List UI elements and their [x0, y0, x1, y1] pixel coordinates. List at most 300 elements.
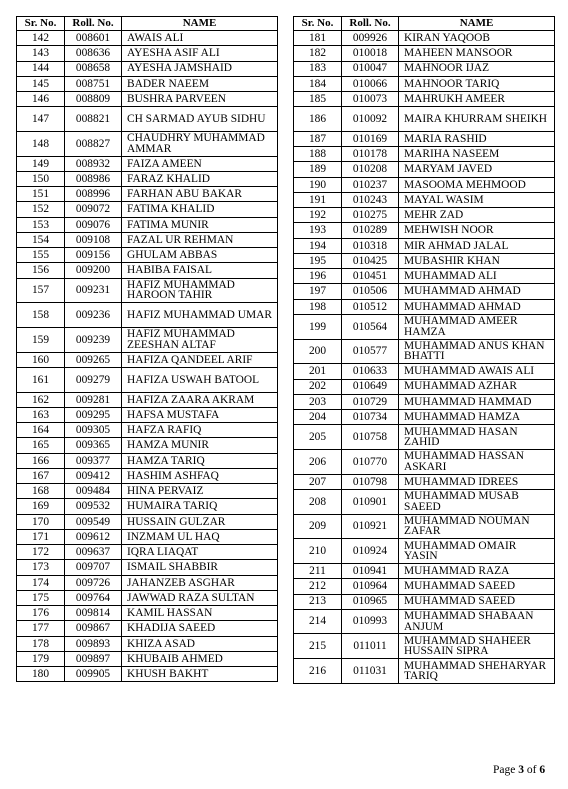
- cell-roll-no: 009867: [65, 621, 122, 636]
- table-row: [17, 187, 278, 202]
- cell-roll-no: 010924: [342, 539, 399, 564]
- table-row: [17, 560, 278, 575]
- cell-sr-no: 214: [294, 609, 342, 634]
- table-row: [294, 489, 555, 514]
- table-row: [17, 202, 278, 217]
- cell-sr-no: 199: [294, 314, 342, 339]
- cell-name: MAIRA KHURRAM SHEIKH: [399, 107, 555, 132]
- cell-name: FAZAL UR REHMAN: [122, 232, 278, 247]
- cell-sr-no: 182: [294, 46, 342, 61]
- cell-name: MARIHA NASEEM: [399, 147, 555, 162]
- cell-sr-no: 174: [17, 575, 65, 590]
- cell-sr-no: 151: [17, 187, 65, 202]
- cell-sr-no: 167: [17, 468, 65, 483]
- cell-name: IQRA LIAQAT: [122, 545, 278, 560]
- cell-roll-no: 010734: [342, 410, 399, 425]
- cell-roll-no: 009926: [342, 31, 399, 46]
- cell-sr-no: 186: [294, 107, 342, 132]
- cell-name: FATIMA KHALID: [122, 202, 278, 217]
- cell-sr-no: 177: [17, 621, 65, 636]
- cell-roll-no: 010506: [342, 284, 399, 299]
- table-row: [294, 634, 555, 659]
- cell-sr-no: 210: [294, 539, 342, 564]
- cell-sr-no: 208: [294, 489, 342, 514]
- table-row: [294, 192, 555, 207]
- header-sr-no: Sr. No.: [294, 17, 342, 31]
- cell-sr-no: 189: [294, 162, 342, 177]
- table-row: [17, 606, 278, 621]
- cell-sr-no: 144: [17, 61, 65, 76]
- cell-name: KHUSH BAKHT: [122, 667, 278, 682]
- cell-roll-no: 010178: [342, 147, 399, 162]
- table-row: [294, 539, 555, 564]
- table-row: [294, 92, 555, 107]
- cell-sr-no: 164: [17, 423, 65, 438]
- cell-roll-no: 010092: [342, 107, 399, 132]
- cell-roll-no: 010964: [342, 579, 399, 594]
- cell-roll-no: 009305: [65, 423, 122, 438]
- cell-roll-no: 009377: [65, 453, 122, 468]
- cell-sr-no: 205: [294, 425, 342, 450]
- cell-sr-no: 158: [17, 303, 65, 328]
- cell-name: MUHAMMAD AMEER HAMZA: [399, 314, 555, 339]
- cell-sr-no: 207: [294, 474, 342, 489]
- cell-sr-no: 213: [294, 594, 342, 609]
- table-row: [17, 92, 278, 107]
- cell-sr-no: 157: [17, 278, 65, 303]
- cell-roll-no: 010564: [342, 314, 399, 339]
- cell-roll-no: 010729: [342, 394, 399, 409]
- table-row: [17, 636, 278, 651]
- cell-name: MIR AHMAD JALAL: [399, 238, 555, 253]
- table-row: [294, 314, 555, 339]
- table-row: [294, 364, 555, 379]
- table-row: [17, 514, 278, 529]
- cell-roll-no: 008636: [65, 46, 122, 61]
- cell-roll-no: 009897: [65, 651, 122, 666]
- cell-name: MUHAMMAD NOUMAN ZAFAR: [399, 514, 555, 539]
- cell-name: MUHAMMAD IDREES: [399, 474, 555, 489]
- cell-roll-no: 009707: [65, 560, 122, 575]
- cell-roll-no: 010425: [342, 253, 399, 268]
- table-row: [294, 177, 555, 192]
- cell-sr-no: 191: [294, 192, 342, 207]
- cell-roll-no: 008751: [65, 76, 122, 91]
- table-row: [294, 223, 555, 238]
- cell-roll-no: 010208: [342, 162, 399, 177]
- table-row: [17, 61, 278, 76]
- table-row: [294, 339, 555, 364]
- table-row: [294, 594, 555, 609]
- cell-name: HAMZA MUNIR: [122, 438, 278, 453]
- cell-roll-no: 009239: [65, 328, 122, 353]
- table-row: [294, 238, 555, 253]
- cell-name: MUHAMMAD OMAIR YASIN: [399, 539, 555, 564]
- cell-roll-no: 009905: [65, 667, 122, 682]
- table-row: [294, 474, 555, 489]
- cell-name: INZMAM UL HAQ: [122, 529, 278, 544]
- cell-roll-no: 008809: [65, 92, 122, 107]
- cell-sr-no: 209: [294, 514, 342, 539]
- cell-name: FATIMA MUNIR: [122, 217, 278, 232]
- page-number: [493, 764, 545, 776]
- table-row: [294, 162, 555, 177]
- table-header-row: [17, 17, 278, 31]
- cell-name: MASOOMA MEHMOOD: [399, 177, 555, 192]
- cell-name: ISMAIL SHABBIR: [122, 560, 278, 575]
- cell-name: HAMZA TARIQ: [122, 453, 278, 468]
- cell-sr-no: 154: [17, 232, 65, 247]
- cell-roll-no: 010941: [342, 564, 399, 579]
- table-row: [294, 450, 555, 475]
- cell-sr-no: 161: [17, 367, 65, 392]
- page-current: 3: [518, 764, 524, 776]
- table-row: [17, 76, 278, 91]
- cell-roll-no: 010169: [342, 131, 399, 146]
- cell-roll-no: 009814: [65, 606, 122, 621]
- table-row: [294, 61, 555, 76]
- table-row: [294, 564, 555, 579]
- table-row: [294, 147, 555, 162]
- table-row: [17, 667, 278, 682]
- table-row: [17, 621, 278, 636]
- cell-name: MARIA RASHID: [399, 131, 555, 146]
- table-row: [17, 131, 278, 156]
- table-row: [17, 468, 278, 483]
- cell-sr-no: 153: [17, 217, 65, 232]
- cell-name: HUMAIRA TARIQ: [122, 499, 278, 514]
- cell-name: BADER NAEEM: [122, 76, 278, 91]
- cell-sr-no: 181: [294, 31, 342, 46]
- table-row: [17, 303, 278, 328]
- cell-sr-no: 155: [17, 248, 65, 263]
- cell-sr-no: 175: [17, 590, 65, 605]
- cell-roll-no: 009637: [65, 545, 122, 560]
- cell-sr-no: 206: [294, 450, 342, 475]
- cell-name: HAFIZ MUHAMMAD ZEESHAN ALTAF: [122, 328, 278, 353]
- table-row: [294, 208, 555, 223]
- table-row: [17, 438, 278, 453]
- cell-sr-no: 183: [294, 61, 342, 76]
- table-body-right: [294, 31, 555, 684]
- cell-roll-no: 008658: [65, 61, 122, 76]
- cell-sr-no: 184: [294, 76, 342, 91]
- cell-roll-no: 009156: [65, 248, 122, 263]
- table-row: [17, 407, 278, 422]
- cell-sr-no: 203: [294, 394, 342, 409]
- cell-sr-no: 147: [17, 107, 65, 132]
- cell-sr-no: 216: [294, 659, 342, 684]
- cell-roll-no: 008932: [65, 156, 122, 171]
- cell-roll-no: 009108: [65, 232, 122, 247]
- table-row: [17, 263, 278, 278]
- cell-name: KHADIJA SAEED: [122, 621, 278, 636]
- cell-name: MARYAM JAVED: [399, 162, 555, 177]
- cell-name: MUHAMMAD SHAHEER HUSSAIN SIPRA: [399, 634, 555, 659]
- cell-name: MUHAMMAD ALI: [399, 269, 555, 284]
- cell-name: KIRAN YAQOOB: [399, 31, 555, 46]
- table-row: [17, 545, 278, 560]
- cell-roll-no: 009532: [65, 499, 122, 514]
- table-row: [17, 392, 278, 407]
- cell-sr-no: 143: [17, 46, 65, 61]
- table-row: [294, 609, 555, 634]
- cell-roll-no: 009279: [65, 367, 122, 392]
- table-row: [17, 156, 278, 171]
- cell-name: BUSHRA PARVEEN: [122, 92, 278, 107]
- cell-sr-no: 172: [17, 545, 65, 560]
- table-row: [294, 379, 555, 394]
- cell-sr-no: 201: [294, 364, 342, 379]
- cell-sr-no: 152: [17, 202, 65, 217]
- cell-name: MAHRUKH AMEER: [399, 92, 555, 107]
- table-row: [294, 514, 555, 539]
- cell-roll-no: 009231: [65, 278, 122, 303]
- cell-sr-no: 197: [294, 284, 342, 299]
- cell-sr-no: 176: [17, 606, 65, 621]
- table-row: [17, 31, 278, 46]
- cell-sr-no: 187: [294, 131, 342, 146]
- cell-sr-no: 171: [17, 529, 65, 544]
- table-row: [294, 131, 555, 146]
- cell-sr-no: 148: [17, 131, 65, 156]
- cell-sr-no: 195: [294, 253, 342, 268]
- cell-name: KAMIL HASSAN: [122, 606, 278, 621]
- cell-roll-no: 010633: [342, 364, 399, 379]
- table-row: [294, 299, 555, 314]
- cell-sr-no: 162: [17, 392, 65, 407]
- cell-roll-no: 009072: [65, 202, 122, 217]
- cell-name: HAFIZA QANDEEL ARIF: [122, 352, 278, 367]
- table-row: [17, 232, 278, 247]
- table-body-left: [17, 31, 278, 682]
- cell-name: CHAUDHRY MUHAMMAD AMMAR: [122, 131, 278, 156]
- cell-roll-no: 008821: [65, 107, 122, 132]
- cell-name: HAFSA MUSTAFA: [122, 407, 278, 422]
- cell-sr-no: 168: [17, 484, 65, 499]
- cell-sr-no: 202: [294, 379, 342, 394]
- cell-roll-no: 010243: [342, 192, 399, 207]
- cell-roll-no: 010758: [342, 425, 399, 450]
- page-label: Page: [493, 764, 519, 776]
- cell-name: MUBASHIR KHAN: [399, 253, 555, 268]
- cell-sr-no: 145: [17, 76, 65, 91]
- cell-name: HAFZA RAFIQ: [122, 423, 278, 438]
- cell-name: MUHAMMAD HASSAN ASKARI: [399, 450, 555, 475]
- table-row: [294, 269, 555, 284]
- cell-name: HAFIZA USWAH BATOOL: [122, 367, 278, 392]
- table-row: [17, 590, 278, 605]
- table-row: [17, 484, 278, 499]
- cell-sr-no: 169: [17, 499, 65, 514]
- cell-roll-no: 009265: [65, 352, 122, 367]
- table-row: [17, 367, 278, 392]
- cell-name: FARHAN ABU BAKAR: [122, 187, 278, 202]
- cell-sr-no: 156: [17, 263, 65, 278]
- cell-sr-no: 204: [294, 410, 342, 425]
- cell-name: AYESHA ASIF ALI: [122, 46, 278, 61]
- cell-name: JAWWAD RAZA SULTAN: [122, 590, 278, 605]
- table-row: [17, 453, 278, 468]
- cell-name: HAFIZ MUHAMMAD HAROON TAHIR: [122, 278, 278, 303]
- cell-sr-no: 194: [294, 238, 342, 253]
- table-row: [294, 76, 555, 91]
- cell-sr-no: 149: [17, 156, 65, 171]
- cell-sr-no: 173: [17, 560, 65, 575]
- cell-sr-no: 192: [294, 208, 342, 223]
- cell-roll-no: 010451: [342, 269, 399, 284]
- cell-roll-no: 010018: [342, 46, 399, 61]
- cell-name: CH SARMAD AYUB SIDHU: [122, 107, 278, 132]
- cell-name: FAIZA AMEEN: [122, 156, 278, 171]
- cell-sr-no: 179: [17, 651, 65, 666]
- cell-sr-no: 190: [294, 177, 342, 192]
- cell-name: MUHAMMAD SHABAAN ANJUM: [399, 609, 555, 634]
- table-row: [17, 423, 278, 438]
- student-table-right: [293, 16, 555, 684]
- cell-roll-no: 010649: [342, 379, 399, 394]
- table-header-row: [294, 17, 555, 31]
- cell-name: MEHR ZAD: [399, 208, 555, 223]
- cell-name: KHUBAIB AHMED: [122, 651, 278, 666]
- cell-sr-no: 163: [17, 407, 65, 422]
- table-row: [17, 46, 278, 61]
- cell-roll-no: 010073: [342, 92, 399, 107]
- table-row: [17, 499, 278, 514]
- header-roll-no: Roll. No.: [65, 17, 122, 31]
- cell-roll-no: 009200: [65, 263, 122, 278]
- cell-name: MUHAMMAD SHEHARYAR TARIQ: [399, 659, 555, 684]
- cell-name: MAHNOOR IJAZ: [399, 61, 555, 76]
- cell-name: MUHAMMAD AHMAD: [399, 284, 555, 299]
- table-row: [17, 529, 278, 544]
- table-row: [17, 352, 278, 367]
- cell-name: MAYAL WASIM: [399, 192, 555, 207]
- table-row: [294, 46, 555, 61]
- cell-sr-no: 198: [294, 299, 342, 314]
- cell-sr-no: 166: [17, 453, 65, 468]
- cell-name: MUHAMMAD AHMAD: [399, 299, 555, 314]
- cell-name: MUHAMMAD AZHAR: [399, 379, 555, 394]
- cell-roll-no: 008827: [65, 131, 122, 156]
- table-row: [17, 575, 278, 590]
- cell-name: MUHAMMAD HAMMAD: [399, 394, 555, 409]
- cell-roll-no: 009893: [65, 636, 122, 651]
- cell-roll-no: 010047: [342, 61, 399, 76]
- header-roll-no: Roll. No.: [342, 17, 399, 31]
- cell-sr-no: 188: [294, 147, 342, 162]
- cell-name: MAHNOOR TARIQ: [399, 76, 555, 91]
- cell-roll-no: 009764: [65, 590, 122, 605]
- cell-roll-no: 009295: [65, 407, 122, 422]
- table-row: [294, 579, 555, 594]
- cell-roll-no: 009281: [65, 392, 122, 407]
- cell-roll-no: 011031: [342, 659, 399, 684]
- table-row: [17, 171, 278, 186]
- table-row: [17, 278, 278, 303]
- cell-roll-no: 009484: [65, 484, 122, 499]
- table-row: [294, 253, 555, 268]
- cell-roll-no: 010577: [342, 339, 399, 364]
- cell-roll-no: 010318: [342, 238, 399, 253]
- cell-roll-no: 010993: [342, 609, 399, 634]
- page-total: 6: [539, 764, 546, 776]
- table-row: [294, 394, 555, 409]
- cell-sr-no: 146: [17, 92, 65, 107]
- cell-roll-no: 010798: [342, 474, 399, 489]
- table-row: [294, 425, 555, 450]
- cell-name: HAFIZA ZAARA AKRAM: [122, 392, 278, 407]
- table-row: [294, 284, 555, 299]
- cell-roll-no: 010066: [342, 76, 399, 91]
- cell-roll-no: 010512: [342, 299, 399, 314]
- cell-roll-no: 009076: [65, 217, 122, 232]
- cell-name: GHULAM ABBAS: [122, 248, 278, 263]
- header-sr-no: Sr. No.: [17, 17, 65, 31]
- cell-name: AYESHA JAMSHAID: [122, 61, 278, 76]
- table-row: [294, 31, 555, 46]
- cell-sr-no: 193: [294, 223, 342, 238]
- cell-sr-no: 150: [17, 171, 65, 186]
- cell-name: MUHAMMAD AWAIS ALI: [399, 364, 555, 379]
- cell-name: FARAZ KHALID: [122, 171, 278, 186]
- cell-name: HAFIZ MUHAMMAD UMAR: [122, 303, 278, 328]
- cell-roll-no: 009412: [65, 468, 122, 483]
- cell-sr-no: 211: [294, 564, 342, 579]
- header-name: NAME: [399, 17, 555, 31]
- cell-name: HASHIM ASHFAQ: [122, 468, 278, 483]
- cell-roll-no: 010901: [342, 489, 399, 514]
- cell-roll-no: 010237: [342, 177, 399, 192]
- cell-roll-no: 008986: [65, 171, 122, 186]
- cell-roll-no: 010921: [342, 514, 399, 539]
- cell-name: MUHAMMAD RAZA: [399, 564, 555, 579]
- cell-name: AWAIS ALI: [122, 31, 278, 46]
- cell-roll-no: 010965: [342, 594, 399, 609]
- cell-roll-no: 008601: [65, 31, 122, 46]
- cell-roll-no: 009726: [65, 575, 122, 590]
- table-row: [17, 651, 278, 666]
- cell-name: MUHAMMAD ANUS KHAN BHATTI: [399, 339, 555, 364]
- cell-roll-no: 010289: [342, 223, 399, 238]
- cell-name: HABIBA FAISAL: [122, 263, 278, 278]
- header-name: NAME: [122, 17, 278, 31]
- cell-name: MUHAMMAD MUSAB SAEED: [399, 489, 555, 514]
- cell-name: JAHANZEB ASGHAR: [122, 575, 278, 590]
- student-table-left: [16, 16, 278, 682]
- cell-name: MAHEEN MANSOOR: [399, 46, 555, 61]
- cell-sr-no: 178: [17, 636, 65, 651]
- cell-roll-no: 008996: [65, 187, 122, 202]
- cell-name: MUHAMMAD HASAN ZAHID: [399, 425, 555, 450]
- cell-roll-no: 009365: [65, 438, 122, 453]
- cell-name: MUHAMMAD HAMZA: [399, 410, 555, 425]
- cell-sr-no: 159: [17, 328, 65, 353]
- cell-name: MUHAMMAD SAEED: [399, 579, 555, 594]
- cell-sr-no: 142: [17, 31, 65, 46]
- cell-sr-no: 160: [17, 352, 65, 367]
- table-row: [17, 107, 278, 132]
- page-of-label: of: [523, 764, 540, 776]
- cell-name: MEHWISH NOOR: [399, 223, 555, 238]
- cell-sr-no: 196: [294, 269, 342, 284]
- table-row: [17, 248, 278, 263]
- cell-roll-no: 009612: [65, 529, 122, 544]
- cell-roll-no: 010770: [342, 450, 399, 475]
- cell-sr-no: 185: [294, 92, 342, 107]
- cell-name: KHIZA ASAD: [122, 636, 278, 651]
- cell-sr-no: 180: [17, 667, 65, 682]
